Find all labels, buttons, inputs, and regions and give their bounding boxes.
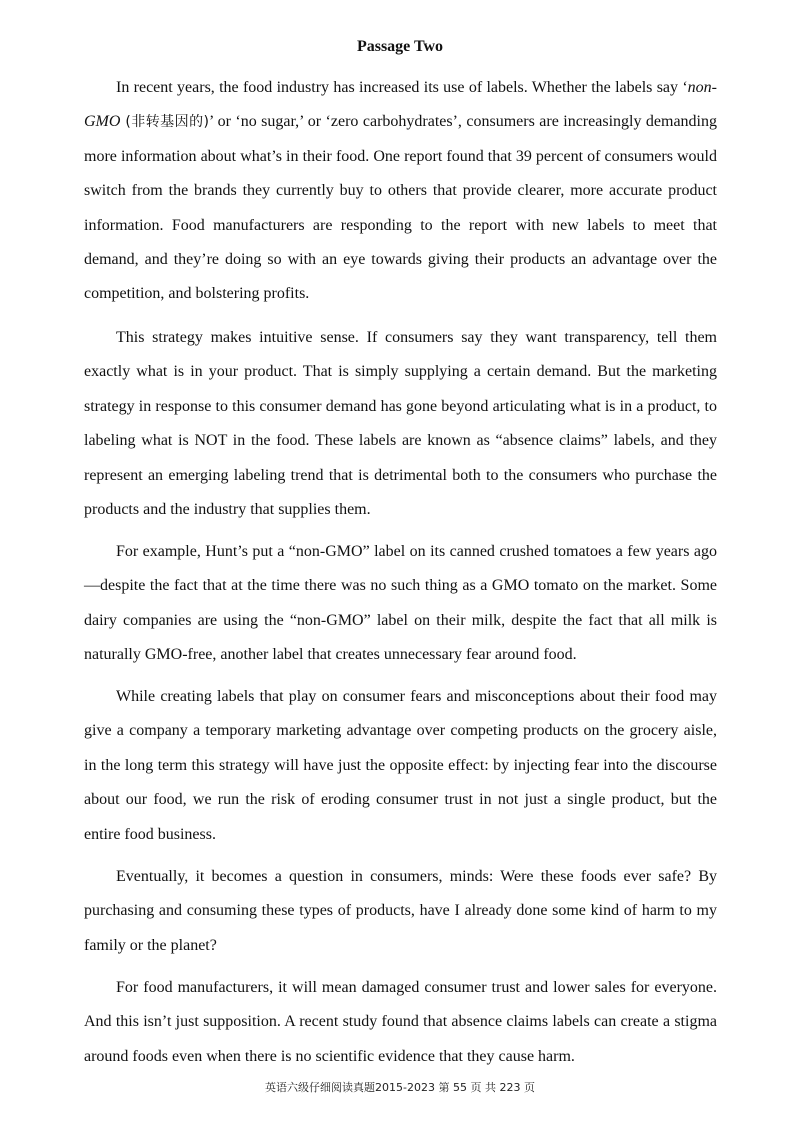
paragraph-4: While creating labels that play on consumer fears and misconceptions about their food may give a company a temporary marketing advantage over competing products on the grocery aisle, in the long term this strategy will have just the opposite effect: by injecting fear into the discourse about our food, we run the risk of eroding consumer trust in not just a single product, but the entire food business.	[84, 688, 717, 843]
paragraph-3: For example, Hunt’s put a “non-GMO” label on its canned crushed tomatoes a few years ago—despite the fact that at the time there was no such thing as a GMO tomato on the market. Some dairy companies are using the “non-GMO” label on their milk, despite the fact that all milk is naturally GMO-free, another label that creates unnecessary fear around food.	[84, 543, 717, 664]
paragraph-5: Eventually, it becomes a question in consumers, minds: Were these foods ever safe? By purchasing and consuming these types of products, have I already done some kind of harm to my family or the planet?	[84, 868, 717, 954]
paragraph-1-gloss: (非转基因的)	[120, 114, 209, 131]
paragraph-1-rest: ’ or ‘no sugar,’ or ‘zero carbohydrates’, consumers are increasingly demanding more information about what’s in their food. One report found that 39 percent of consumers would switch from the brands they currently buy to others that provide clearer, more accurate product information. Food manufacturers are responding to the report with new labels to meet that demand, and they’re doing so with an eye towards giving their products an advantage over the competition, and bolstering profits.	[84, 113, 718, 303]
passage-title: Passage Two	[356, 38, 444, 55]
paragraph-1-term: non-GMO	[84, 79, 717, 131]
paragraph-2: This strategy makes intuitive sense. If consumers say they want transparency, tell them exactly what is in your product. That is simply supplying a certain demand. But the marketing strategy in response to this consumer demand has gone beyond articulating what is in a product, to labeling what is NOT in the food. These labels are known as “absence claims” labels, and they represent an emerging labeling trend that is detrimental both to the consumers who purchase the products and the industry that supplies them.	[84, 329, 717, 519]
paragraph-1	[84, 71, 717, 312]
paragraph-6: For food manufacturers, it will mean damaged consumer trust and lower sales for everyone. And this isn’t just supposition. A recent study found that absence claims labels can create a stigma around foods even when there is no scientific evidence that they cause harm.	[84, 979, 717, 1065]
page-footer: 英语六级仔细阅读真题2015-2023 第 55 页 共 223 页	[265, 1081, 535, 1094]
paragraph-1-lead: In recent years, the food industry has increased its use of labels. Whether the labels say ‘	[116, 79, 688, 96]
